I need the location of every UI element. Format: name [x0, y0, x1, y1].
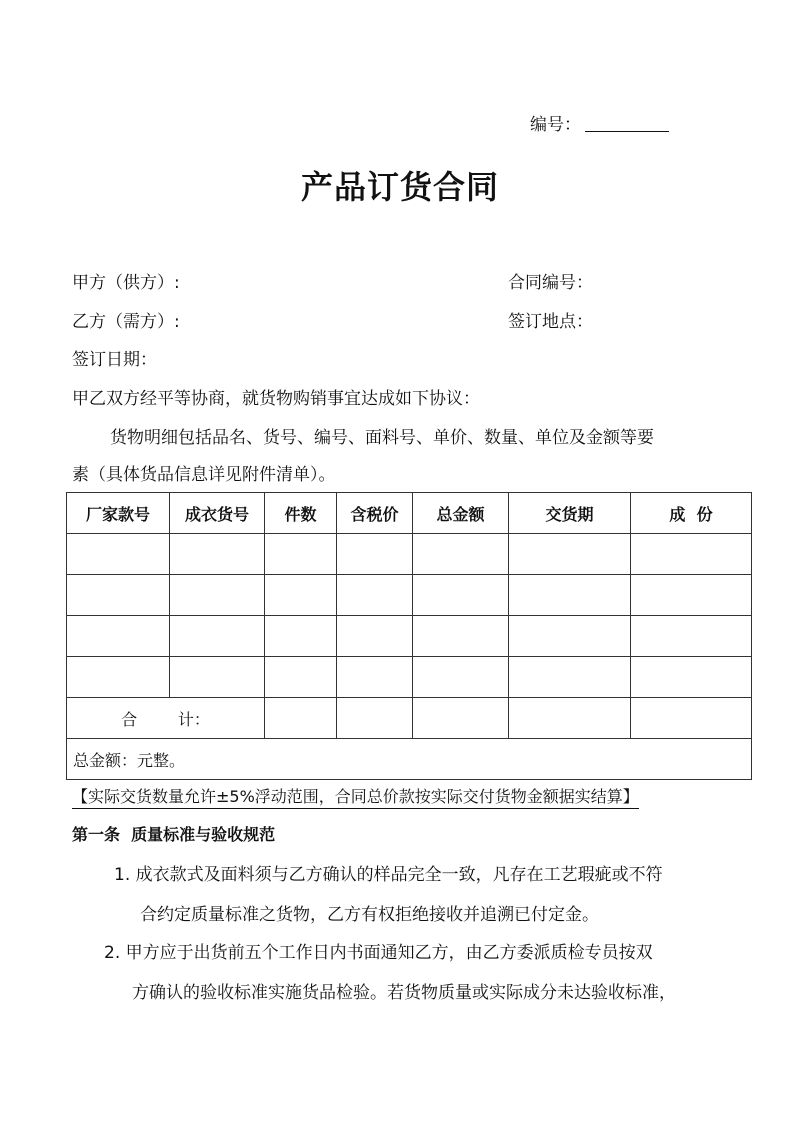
table-cell[interactable]	[67, 575, 170, 616]
table-cell[interactable]	[413, 698, 509, 739]
table-cell[interactable]	[170, 657, 265, 698]
table-cell[interactable]	[509, 698, 631, 739]
sign-date-label: 签订日期：	[72, 350, 157, 370]
table-row	[67, 534, 752, 575]
table-cell[interactable]	[170, 575, 265, 616]
table-cell[interactable]	[337, 534, 413, 575]
agreement-intro: 甲乙双方经平等协商，就货物购销事宜达成如下协议：	[72, 389, 480, 409]
contract-number-label: 合同编号：	[508, 273, 593, 293]
table-cell[interactable]	[413, 534, 509, 575]
column-header: 成 份	[631, 493, 752, 534]
serial-label: 编号：	[530, 115, 581, 135]
table-cell[interactable]	[337, 657, 413, 698]
clause-2-line-2: 方确认的验收标准实施货品检验。若货物质量或实际成分未达验收标准，	[132, 983, 676, 1003]
table-cell[interactable]	[265, 575, 337, 616]
column-header: 总金额	[413, 493, 509, 534]
table-cell[interactable]	[413, 575, 509, 616]
clause-1-line-1: 1. 成衣款式及面料须与乙方确认的样品完全一致，凡存在工艺瑕疵或不符	[114, 865, 663, 885]
contract-serial	[530, 110, 669, 135]
table-cell[interactable]	[67, 534, 170, 575]
column-header: 厂家款号	[67, 493, 170, 534]
table-cell[interactable]	[265, 657, 337, 698]
table-cell[interactable]	[67, 616, 170, 657]
column-header: 含税价	[337, 493, 413, 534]
table-cell[interactable]	[337, 698, 413, 739]
table-cell[interactable]	[337, 616, 413, 657]
table-cell[interactable]	[631, 698, 752, 739]
section-1-title: 第一条 质量标准与验收规范	[72, 825, 276, 844]
table-cell[interactable]	[509, 534, 631, 575]
table-cell[interactable]	[265, 698, 337, 739]
party-b-label: 乙方（需方）:	[72, 312, 180, 332]
table-cell[interactable]	[509, 616, 631, 657]
amount-row	[67, 739, 752, 780]
table-cell[interactable]	[67, 657, 170, 698]
table-cell[interactable]	[170, 534, 265, 575]
table-cell[interactable]	[631, 575, 752, 616]
table-header-row	[67, 493, 752, 534]
clause-1-line-2: 合约定质量标准之货物，乙方有权拒绝接收并追溯已付定金。	[140, 905, 599, 925]
table-cell[interactable]	[265, 534, 337, 575]
quantity-notice: 【实际交货数量允许±5%浮动范围，合同总价款按实际交付货物金额据实结算】	[72, 784, 639, 809]
table-cell[interactable]	[631, 616, 752, 657]
total-label: 合 计：	[67, 698, 265, 739]
serial-blank-line[interactable]	[585, 113, 669, 132]
table-cell[interactable]	[631, 534, 752, 575]
column-header: 件数	[265, 493, 337, 534]
table-row	[67, 657, 752, 698]
sign-place-label: 签订地点：	[508, 312, 593, 332]
goods-detail-line-1: 货物明细包括品名、货号、编号、面料号、单价、数量、单位及金额等要	[110, 428, 654, 448]
table-cell[interactable]	[337, 575, 413, 616]
page-title: 产品订货合同	[300, 168, 499, 206]
table-row	[67, 575, 752, 616]
table-cell[interactable]	[170, 616, 265, 657]
table-cell[interactable]	[509, 657, 631, 698]
goods-detail-line-2: 素（具体货品信息详见附件清单）。	[72, 465, 336, 485]
column-header: 交货期	[509, 493, 631, 534]
clause-2-line-1: 2. 甲方应于出货前五个工作日内书面通知乙方，由乙方委派质检专员按双	[104, 943, 653, 963]
table-cell[interactable]	[509, 575, 631, 616]
table-cell[interactable]	[413, 657, 509, 698]
table-row	[67, 616, 752, 657]
column-header: 成衣货号	[170, 493, 265, 534]
total-row	[67, 698, 752, 739]
goods-table	[66, 492, 752, 780]
party-a-label: 甲方（供方）:	[72, 273, 180, 293]
table-cell[interactable]	[413, 616, 509, 657]
table-cell[interactable]	[265, 616, 337, 657]
table-cell[interactable]	[631, 657, 752, 698]
total-amount-label: 总金额：元整。	[67, 739, 752, 780]
